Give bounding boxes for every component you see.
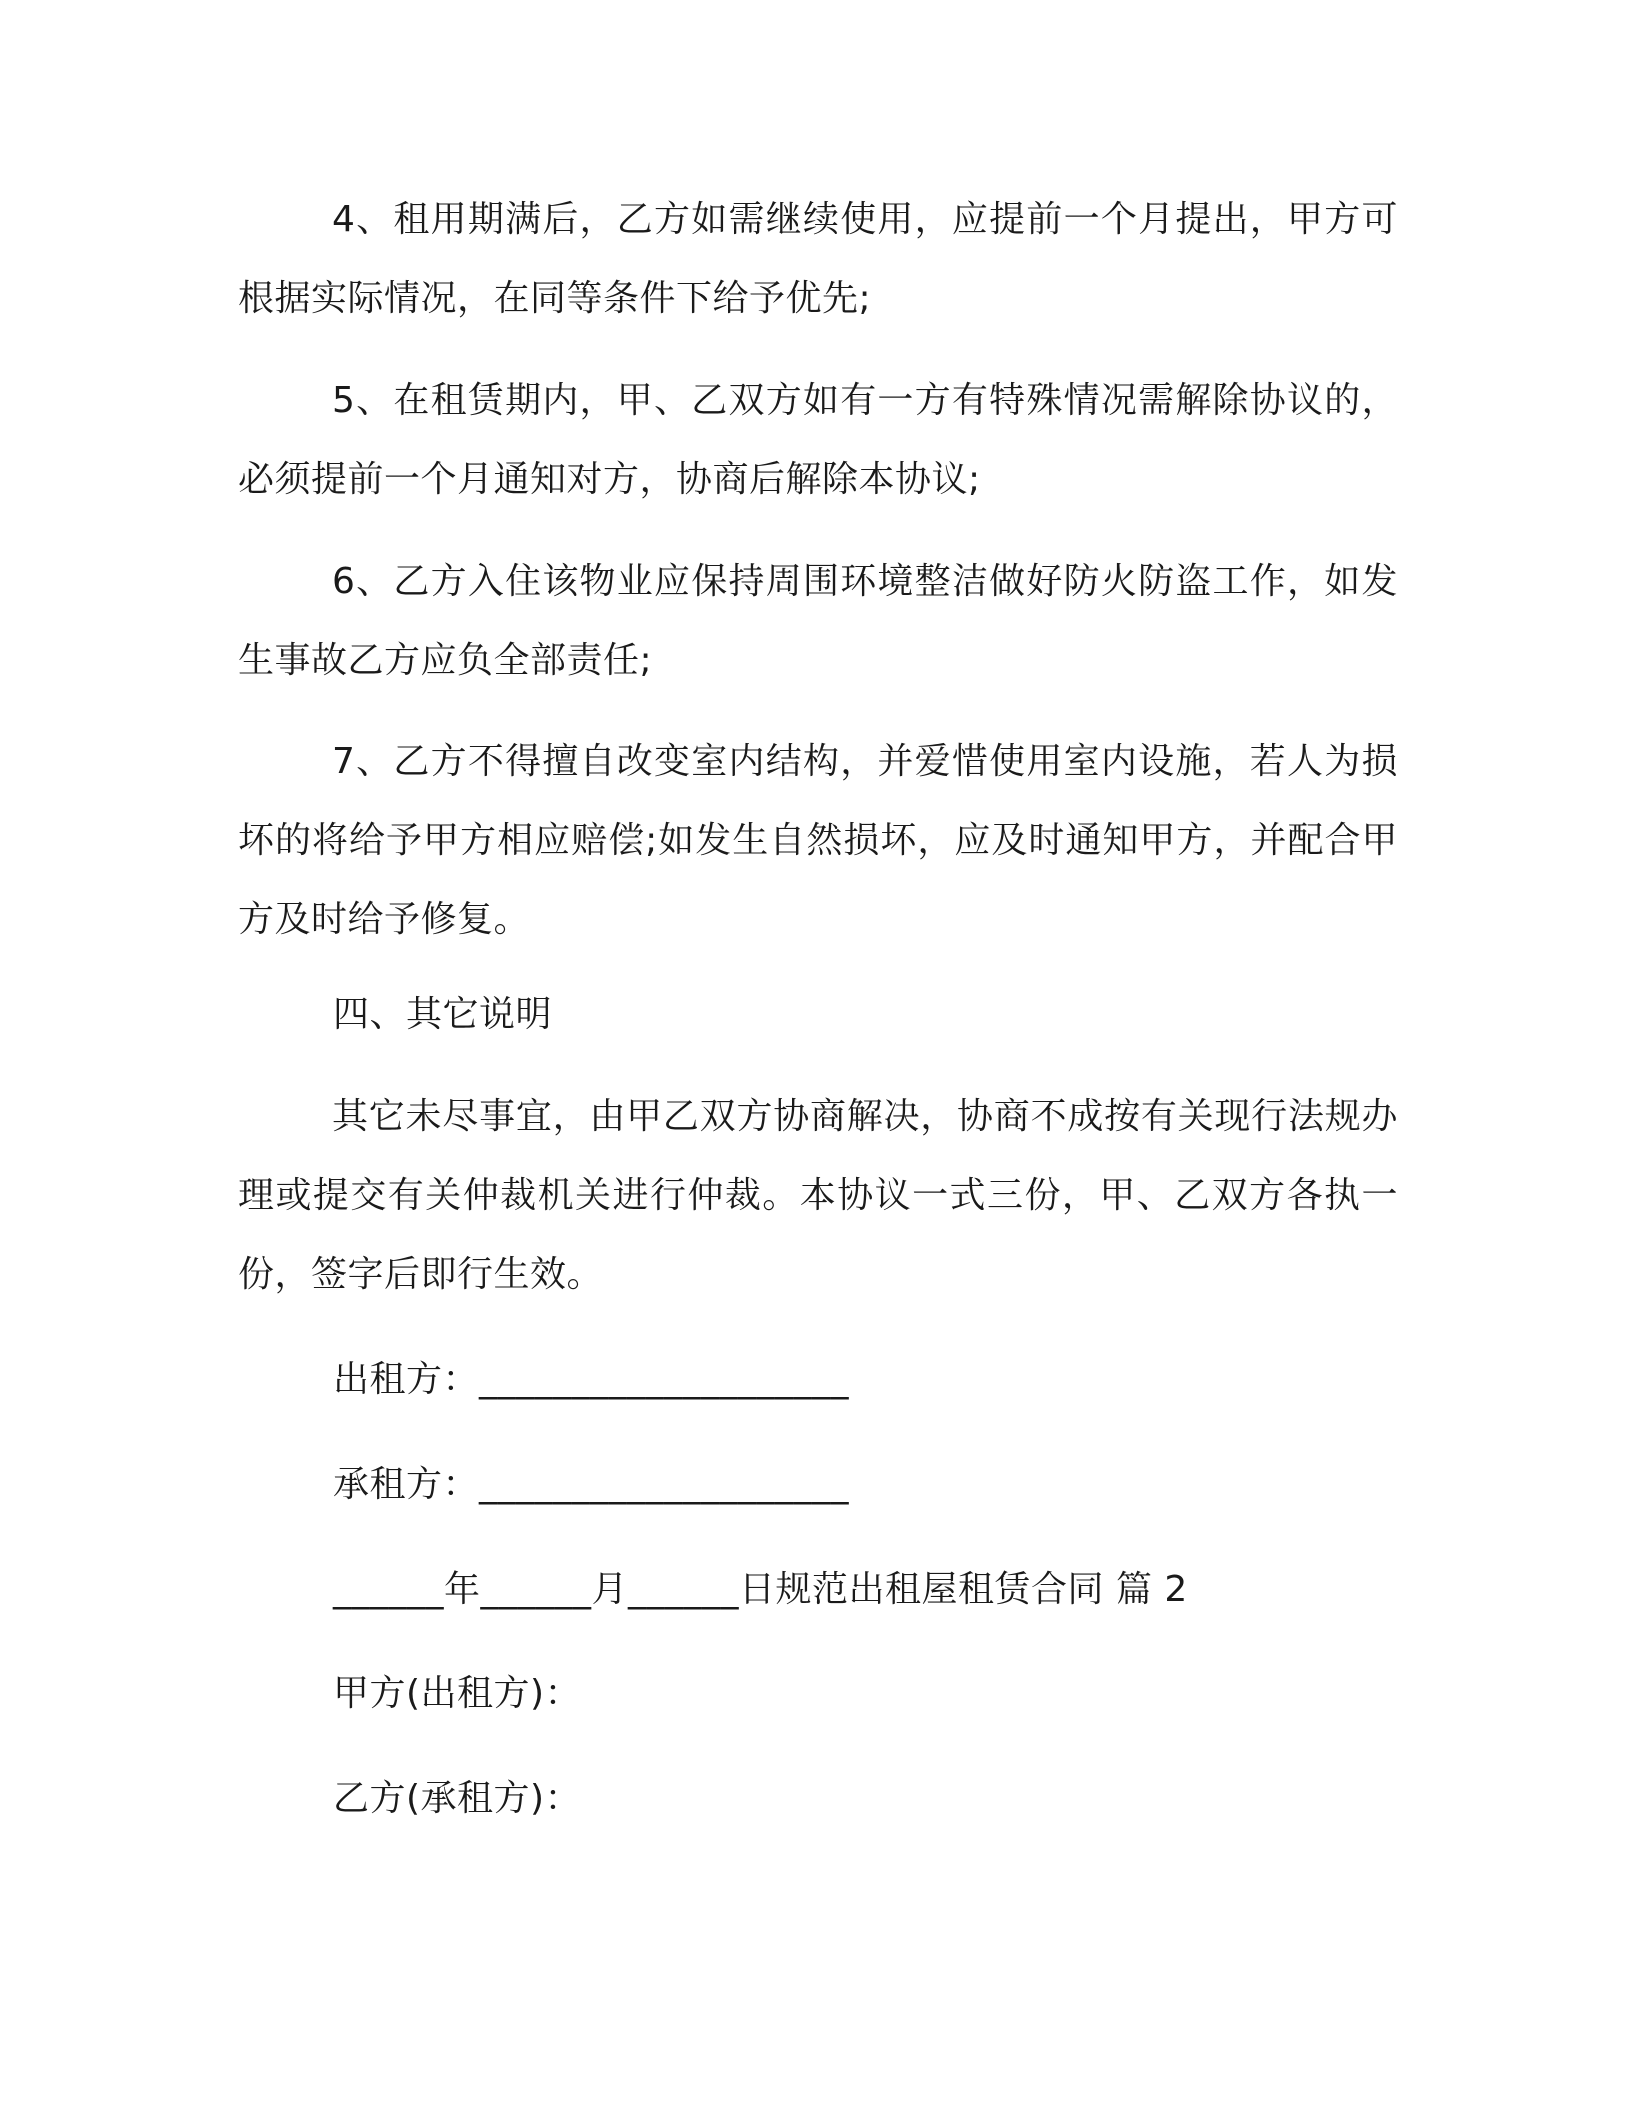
party-b-label: 乙方(承租方)： <box>333 1778 582 1819</box>
clause-7: 7、乙方不得擅自改变室内结构，并爱惜使用室内设施，若人为损坏的将给予甲方相应赔偿;如发生自然损坏，应及时通知甲方，并配合甲方及时给予修复。 <box>238 741 1398 940</box>
lessee-signature-line: 承租方：____________________ <box>333 1464 850 1505</box>
date-and-contract-title: ______年______月______日规范出租屋租赁合同 篇 2 <box>333 1569 1188 1610</box>
clause-5: 5、在租赁期内，甲、乙双方如有一方有特殊情况需解除协议的，必须提前一个月通知对方，协商后解除本协议; <box>238 380 1398 500</box>
section-heading-other-notes: 四、其它说明 <box>333 994 553 1035</box>
other-notes-body: 其它未尽事宜，由甲乙双方协商解决，协商不成按有关现行法规办理或提交有关仲裁机关进行仲裁。本协议一式三份，甲、乙双方各执一份，签字后即行生效。 <box>238 1096 1398 1295</box>
clause-4: 4、租用期满后，乙方如需继续使用，应提前一个月提出，甲方可根据实际情况，在同等条件下给予优先; <box>238 199 1398 319</box>
party-a-label: 甲方(出租方)： <box>333 1673 582 1714</box>
lessor-signature-line: 出租方：____________________ <box>333 1359 850 1400</box>
clause-6: 6、乙方入住该物业应保持周围环境整洁做好防火防盗工作，如发生事故乙方应负全部责任; <box>238 561 1398 681</box>
